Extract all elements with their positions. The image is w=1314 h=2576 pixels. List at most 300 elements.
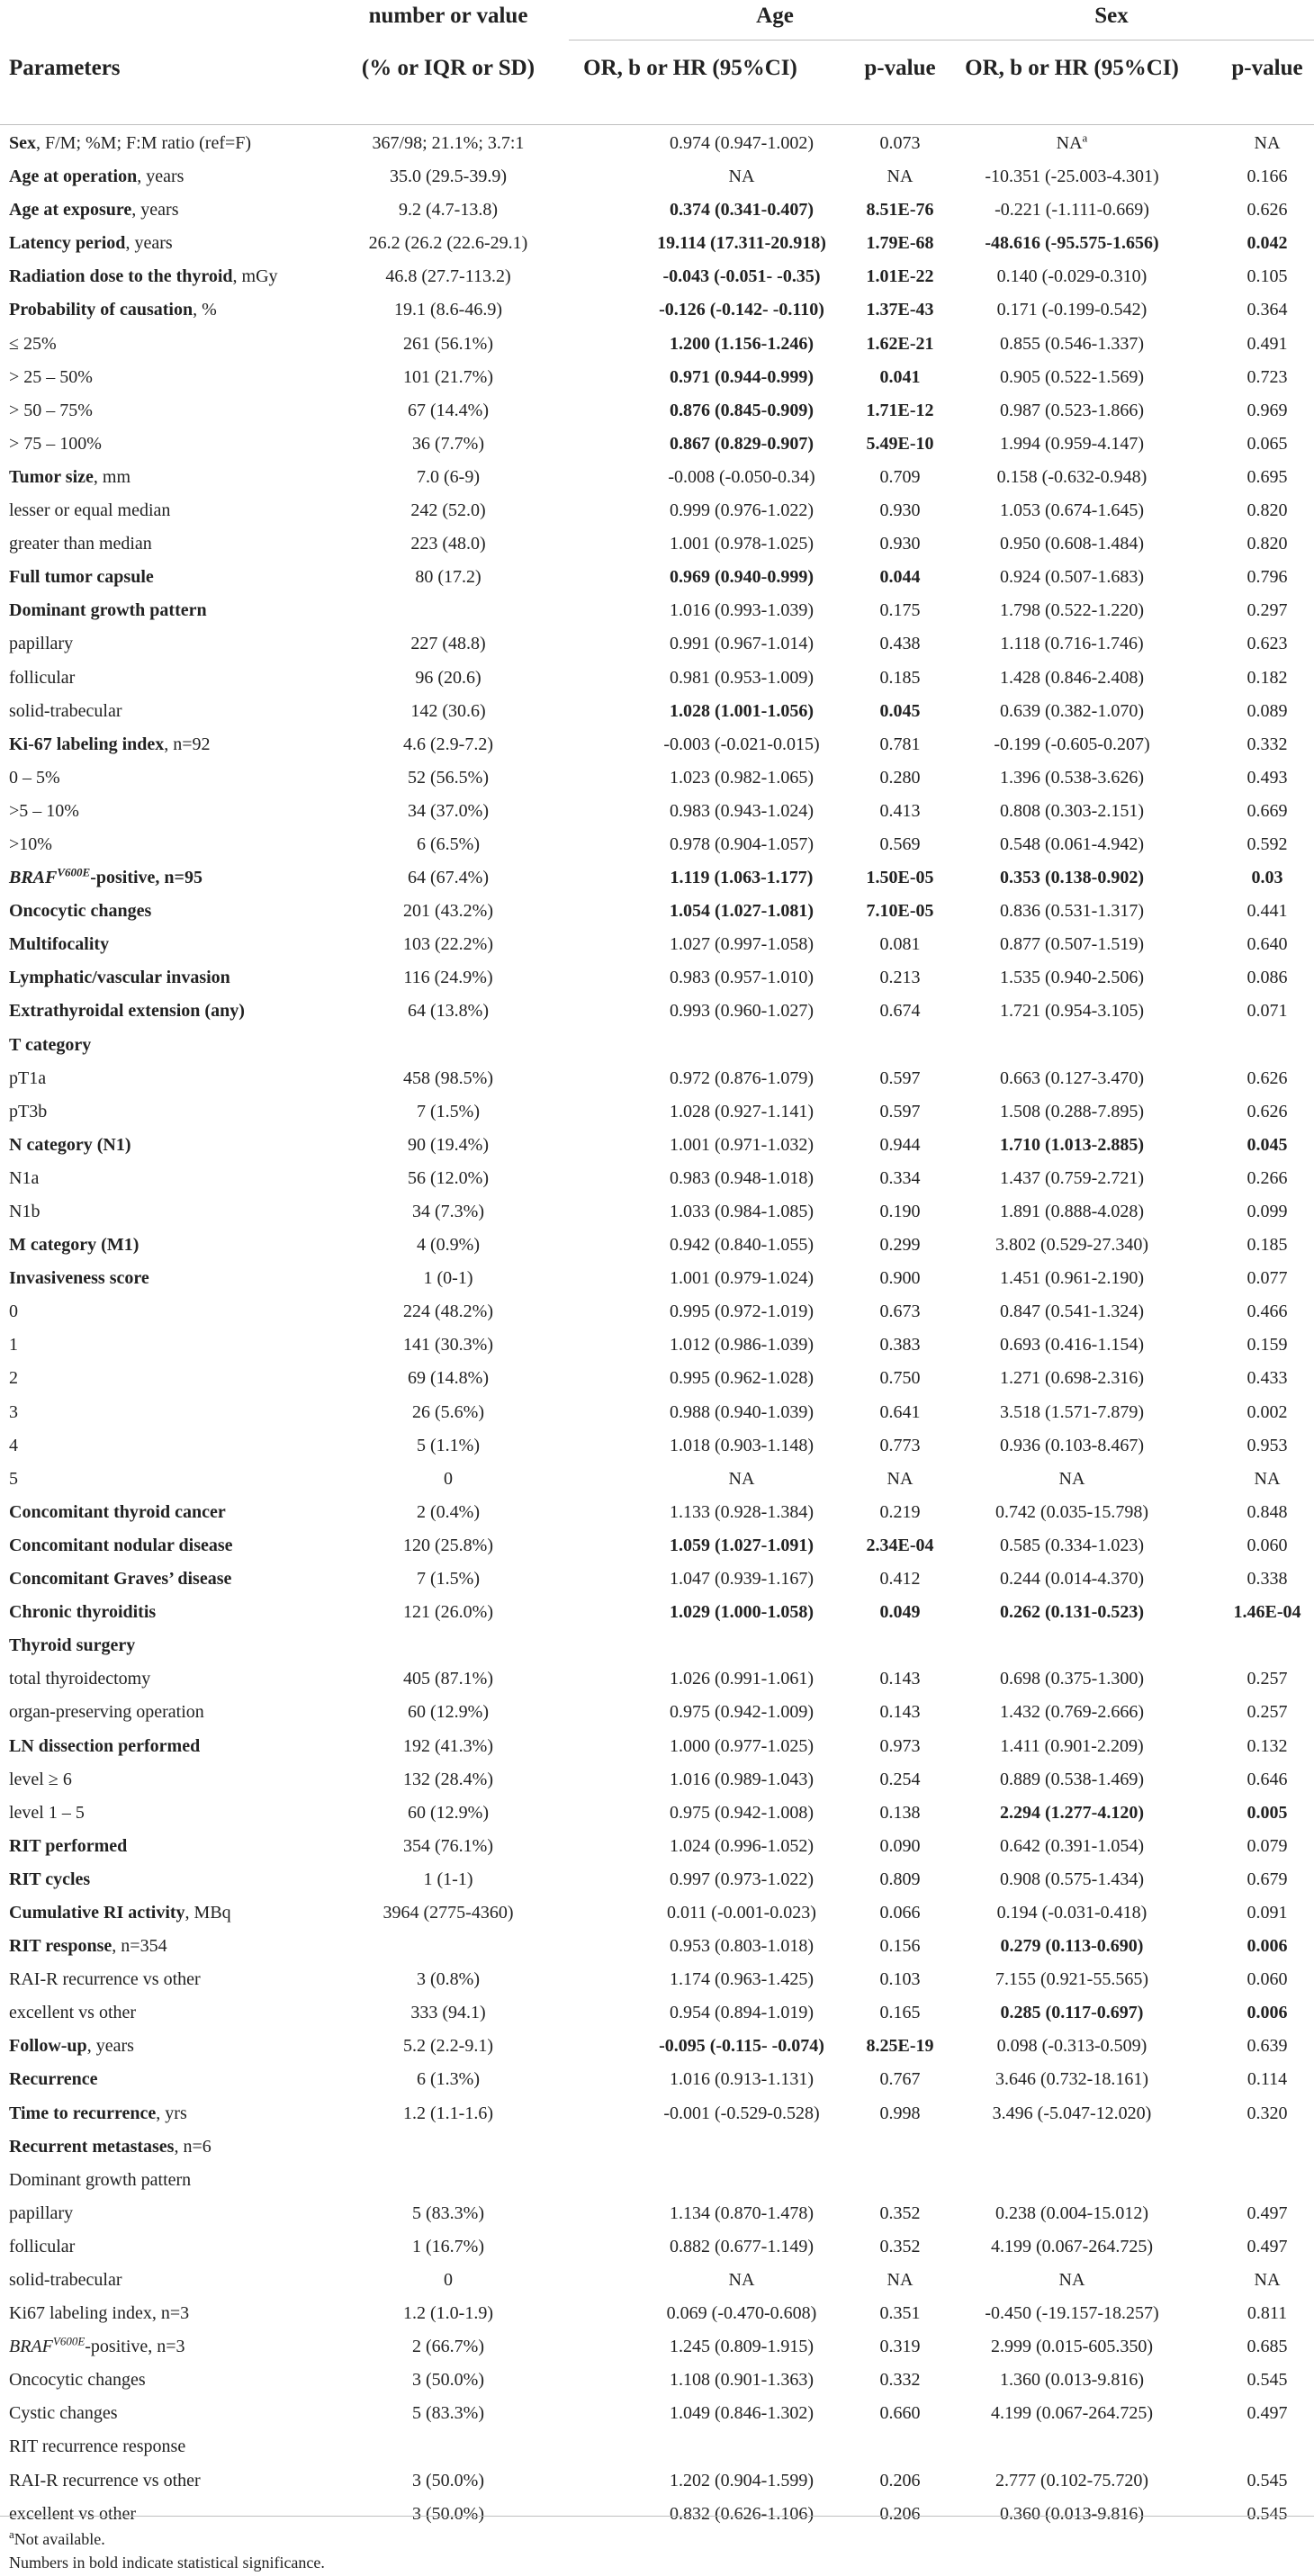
footnote-not-available [0,2527,1314,2551]
parameter-cell [9,567,154,587]
table-row [0,694,1314,727]
sex-or-cell [929,2036,1215,2056]
parameter-name: RAI-R recurrence vs other [9,1969,201,1990]
sex-pvalue-cell [1197,901,1314,921]
age-or-cell-text: -0.008 (-0.050-0.34) [668,466,815,487]
sex-pvalue-cell [1197,133,1314,153]
sex-or-cell-text: 0.855 (0.546-1.337) [1000,333,1144,354]
sex-pvalue-cell [1197,1736,1314,1756]
sex-or-cell-text: 0.877 (0.507-1.519) [1000,934,1144,955]
value-cell [333,2003,563,2022]
sex-pvalue-cell [1197,1068,1314,1088]
value-cell [333,668,563,688]
sex-pvalue-cell-text: 0.441 [1246,901,1288,922]
table-row [0,293,1314,326]
sex-pvalue-cell [1197,1869,1314,1889]
sex-pvalue-cell [1197,2370,1314,2390]
sex-pvalue-cell-text: 0.099 [1246,1202,1288,1221]
table-row [0,2229,1314,2263]
parameter-name: solid-trabecular [9,700,122,721]
parameter-name: Recurrence [9,2069,98,2090]
value-cell [333,401,563,420]
parameter-cell [9,934,109,954]
value-cell [333,834,563,854]
age-pvalue-cell-text: 0.438 [879,634,921,654]
header-age-group: Age [756,4,794,28]
value-cell [333,266,563,286]
sex-or-cell-text: 0.285 (0.117-0.697) [1000,2003,1144,2023]
value-cell-text: 367/98; 21.1%; 3.7:1 [372,133,525,153]
age-or-cell-text: -0.043 (-0.051- -0.35) [662,266,821,287]
parameter-cell [9,1335,18,1355]
sex-or-cell [929,2203,1215,2223]
parameter-cell [9,600,207,620]
age-or-cell-text: 0.011 (-0.001-0.023) [667,1902,816,1923]
sex-or-cell [929,701,1215,721]
age-or-cell-text: 1.047 (0.939-1.167) [670,1569,814,1590]
age-or-cell-text: 1.108 (0.901-1.363) [670,2370,814,2391]
age-pvalue-cell-text: 1.37E-43 [866,300,934,320]
parameter-cell [9,266,278,286]
sex-or-cell [929,2337,1215,2356]
sex-pvalue-cell-text: 0.060 [1246,1535,1288,1555]
value-cell-text: 1.2 (1.1-1.6) [403,2103,493,2123]
age-pvalue-cell-text: 7.10E-05 [866,901,934,922]
sex-or-cell [929,1936,1215,1956]
sex-pvalue-cell-text: 0.679 [1246,1869,1288,1889]
sex-or-cell-text: 3.802 (0.529-27.340) [995,1235,1148,1256]
value-cell [333,2203,563,2223]
age-or-cell-text: 0.983 (0.957-1.010) [670,968,814,988]
table-row [0,1528,1314,1562]
sex-or-cell [929,500,1215,520]
parameter-cell [9,1502,226,1522]
sex-pvalue-cell [1197,2069,1314,2089]
sex-or-cell [929,1368,1215,1388]
table-row [0,661,1314,694]
sex-pvalue-cell-text: 0.006 [1246,1936,1288,1957]
sex-or-cell [929,534,1215,554]
parameter-suffix: , years [125,233,173,254]
age-or-cell-text: 1.000 (0.977-1.025) [670,1735,814,1756]
sex-or-cell-text: 0.098 (-0.313-0.509) [996,2036,1148,2057]
parameter-cell [9,1969,201,1989]
sex-pvalue-cell [1197,1702,1314,1722]
table-row [0,1796,1314,1829]
sex-or-cell-text: 0.836 (0.531-1.317) [1000,901,1144,922]
sex-or-cell [929,1469,1215,1489]
sex-or-cell-text: 0.158 (-0.632-0.948) [996,466,1148,487]
parameter-cell [9,2137,212,2157]
table-row [0,1128,1314,1161]
sex-or-cell-text: NA [1058,2270,1085,2290]
sex-or-cell-text: 0.908 (0.575-1.434) [1000,1869,1144,1889]
parameter-cell [9,1102,47,1121]
value-cell [333,300,563,320]
parameter-name: Cystic changes [9,2403,118,2424]
parameter-cell [9,1635,135,1655]
parameter-cell [9,2436,185,2456]
age-or-cell-text: 1.001 (0.971-1.032) [670,1134,814,1155]
sex-or-cell-text: 0.548 (0.061-4.942) [1000,833,1144,854]
age-pvalue-cell-text: 0.049 [879,1602,921,1623]
value-cell [333,133,563,153]
table-row [0,2296,1314,2329]
sex-pvalue-cell [1197,300,1314,320]
table-row [0,1028,1314,1061]
sex-or-cell-text: 3.496 (-5.047-12.020) [992,2103,1152,2123]
table-row [0,794,1314,827]
sex-or-cell-text: 3.518 (1.571-7.879) [1000,1401,1144,1422]
value-cell [333,734,563,754]
sex-or-cell [929,868,1215,887]
age-or-cell-text: 1.133 (0.928-1.384) [670,1501,814,1522]
table-row [0,860,1314,894]
table-row [0,1294,1314,1328]
sex-or-cell-text: 0.950 (0.608-1.484) [1000,534,1144,554]
value-cell [333,1436,563,1455]
age-or-cell-text: 1.023 (0.982-1.065) [670,767,814,788]
parameter-name: pT1a [9,1067,47,1088]
parameter-cell [9,1302,18,1321]
sex-or-cell-text: 4.199 (0.067-264.725) [991,2403,1153,2424]
sex-or-cell [929,367,1215,387]
sex-group-rule [909,40,1314,41]
table-row [0,159,1314,193]
sex-or-cell [929,1102,1215,1121]
parameter-name: Recurrent metastases [9,2136,175,2157]
value-cell [333,1202,563,1221]
parameter-cell [9,1702,204,1722]
age-or-cell-text: 1.018 (0.903-1.148) [670,1435,814,1455]
value-cell-text: 36 (7.7%) [412,433,484,454]
sex-or-cell [929,668,1215,688]
sex-pvalue-cell-text: 0.005 [1246,1802,1288,1823]
table-row [0,2396,1314,2429]
sex-pvalue-cell-text: 0.640 [1246,934,1288,955]
parameter-cell [9,834,52,854]
parameter-suffix: -positive, n=95 [90,868,202,888]
parameter-cell [9,1235,139,1255]
parameter-suffix: , years [137,167,184,187]
sex-pvalue-cell [1197,2103,1314,2123]
age-pvalue-cell-text: 0.998 [879,2103,921,2123]
value-cell-text: 6 (1.3%) [417,2069,480,2090]
sex-or-cell-text: -0.221 (-1.111-0.669) [994,200,1149,221]
value-cell [333,1335,563,1355]
parameter-name: follicular [9,2236,76,2256]
parameter-cell [9,1736,200,1756]
table-row [0,894,1314,927]
sex-pvalue-cell [1197,1202,1314,1221]
sex-or-cell [929,2370,1215,2390]
table-row [0,994,1314,1027]
parameter-name: Age at operation [9,167,138,187]
parameter-suffix: , mm [93,466,131,487]
parameter-name: Time to recurrence [9,2103,157,2123]
parameter-cell [9,1903,231,1923]
parameter-cell [9,801,79,821]
sex-or-cell [929,1235,1215,1255]
value-cell-text: 52 (56.5%) [408,767,489,788]
parameter-name: Age at exposure [9,200,132,221]
sex-pvalue-cell-text: 0.320 [1246,2103,1288,2123]
sex-or-cell-text: 1.710 (1.013-2.885) [1000,1134,1144,1155]
value-cell-text: 121 (26.0%) [403,1602,493,1623]
age-or-cell-text: 1.245 (0.809-1.915) [670,2337,814,2357]
parameter-name: Latency period [9,233,126,254]
sex-pvalue-cell-text: 0.071 [1246,1001,1288,1022]
value-cell-text: 56 (12.0%) [408,1167,489,1188]
table-row [0,960,1314,994]
age-or-cell-text: 1.001 (0.979-1.024) [670,1268,814,1289]
sex-or-cell [929,200,1215,220]
age-pvalue-cell-text: 0.930 [879,500,921,521]
sex-pvalue-cell-text: 0.592 [1246,833,1288,854]
sex-pvalue-cell [1197,968,1314,987]
parameter-suffix: , yrs [156,2103,187,2123]
parameter-name: Sex [9,133,36,153]
sex-or-cell [929,1168,1215,1188]
sex-or-cell [929,2471,1215,2490]
age-or-cell-text: 1.054 (1.027-1.081) [670,901,814,922]
header-number-line1: number or value [368,4,528,28]
value-cell [333,2303,563,2323]
age-pvalue-cell-text: 0.299 [879,1235,921,1256]
parameter-name: 5 [9,1468,18,1489]
value-cell [333,1001,563,1021]
parameter-cell [9,2403,118,2423]
parameter-name: pT3b [9,1101,48,1121]
sex-pvalue-cell-text: 0.669 [1246,800,1288,821]
sex-or-cell [929,401,1215,420]
age-or-cell-text: -0.001 (-0.529-0.528) [663,2103,820,2123]
table-row [0,226,1314,259]
sex-pvalue-cell-text: 0.159 [1246,1335,1288,1356]
table-body [0,126,1314,2530]
age-pvalue-cell-text: 0.809 [879,1869,921,1889]
table-row [0,1361,1314,1394]
table-row [0,1995,1314,2029]
age-or-cell-text: 0.975 (0.942-1.008) [670,1802,814,1823]
table-header [0,0,1314,125]
sex-or-cell [929,300,1215,320]
age-or-cell-text: 1.028 (1.001-1.056) [670,700,814,721]
value-cell [333,1969,563,1989]
table-row [0,360,1314,393]
parameter-cell [9,1368,18,1388]
age-or-cell-text: 1.202 (0.904-1.599) [670,2470,814,2490]
sex-pvalue-cell-text: NA [1254,2270,1281,2290]
value-cell [333,1402,563,1422]
value-cell [333,233,563,253]
sex-or-cell-text: 1.411 (0.901-2.209) [1000,1735,1144,1756]
parameter-name: 3 [9,1401,18,1422]
sex-or-cell-text: 0.936 (0.103-8.467) [1000,1435,1144,1455]
table-row [0,1695,1314,1728]
age-pvalue-cell-text: 1.79E-68 [866,233,934,254]
age-or-cell-text: 1.016 (0.989-1.043) [670,1769,814,1789]
age-pvalue-cell-text: 0.044 [879,567,921,588]
age-or-cell-text: 1.059 (1.027-1.091) [670,1535,814,1555]
sex-pvalue-cell-text: 0.497 [1246,2403,1288,2424]
age-pvalue-cell-text: 0.073 [879,133,921,153]
sex-pvalue-cell [1197,167,1314,186]
parameter-suffix: , n=354 [112,1936,167,1957]
parameter-name: Extrathyroidal extension (any) [9,1001,245,1022]
sex-or-cell [929,467,1215,487]
age-or-cell-text: 1.012 (0.986-1.039) [670,1335,814,1356]
sex-or-cell-text: 0.279 (0.113-0.690) [1000,1936,1144,1957]
age-pvalue-cell-text: 0.641 [879,1401,921,1422]
age-pvalue-cell-text: 0.334 [879,1167,921,1188]
table-row [0,761,1314,794]
age-or-cell-text: 1.029 (1.000-1.058) [670,1602,814,1623]
value-cell [333,1869,563,1889]
sex-pvalue-cell [1197,1135,1314,1155]
value-cell [333,2337,563,2356]
sex-or-cell [929,1502,1215,1522]
value-cell-text: 333 (94.1) [410,2003,486,2023]
parameter-name: Radiation dose to the thyroid [9,266,233,287]
parameter-superscript: V600E [52,2334,86,2348]
parameter-name: Ki67 labeling index, n=3 [9,2303,190,2324]
age-or-cell-text: 0.995 (0.972-1.019) [670,1302,814,1322]
age-or-cell-text: 1.174 (0.963-1.425) [670,1969,814,1990]
table-row [0,927,1314,960]
parameter-name: > 50 – 75% [9,400,93,420]
sex-pvalue-cell [1197,801,1314,821]
value-cell [333,901,563,921]
sex-pvalue-cell [1197,1669,1314,1689]
age-pvalue-cell-text: 0.219 [879,1501,921,1522]
sex-or-cell-text: 0.905 (0.522-1.569) [1000,366,1144,387]
header-number-line2: (% or IQR or SD) [361,56,536,80]
age-or-cell-text: 1.119 (1.063-1.177) [670,868,814,888]
sex-pvalue-cell [1197,233,1314,253]
sex-or-cell [929,1202,1215,1221]
sex-pvalue-cell [1197,2237,1314,2256]
sex-pvalue-cell-text: 0.166 [1246,167,1288,187]
sex-pvalue-cell [1197,1469,1314,1489]
age-pvalue-cell-text: 0.332 [879,2370,921,2391]
table-row [0,460,1314,493]
sex-pvalue-cell [1197,2337,1314,2356]
parameter-superscript: V600E [57,865,91,879]
age-pvalue-cell-text: 0.041 [879,366,921,387]
value-cell-text: 80 (17.2) [415,567,482,588]
sex-or-cell [929,834,1215,854]
age-or-cell-text: 1.049 (0.846-1.302) [670,2403,814,2424]
value-cell-text: 7 (1.5%) [417,1101,480,1121]
parameter-cell [9,401,93,420]
value-cell [333,1135,563,1155]
parameter-name: total thyroidectomy [9,1669,151,1689]
sex-pvalue-cell-text: 0.045 [1246,1134,1288,1155]
age-pvalue-cell-text: 0.143 [879,1702,921,1723]
age-or-cell-text: 0.867 (0.829-0.907) [670,433,814,454]
parameter-cell [9,1469,18,1489]
age-pvalue-cell-text: 0.206 [879,2503,921,2524]
sex-pvalue-cell-text: 0.433 [1246,1368,1288,1389]
value-cell-text: 103 (22.2%) [403,934,493,955]
sex-or-cell [929,1669,1215,1689]
age-pvalue-cell-text: 0.280 [879,767,921,788]
sex-or-cell [929,1736,1215,1756]
parameter-name: Cumulative RI activity [9,1902,185,1923]
parameter-cell [9,1936,167,1956]
parameter-name: Ki-67 labeling index [9,734,165,754]
age-pvalue-cell-text: 2.34E-04 [866,1535,934,1555]
sex-pvalue-cell [1197,701,1314,721]
sex-or-cell-text: 1.432 (0.769-2.666) [1000,1702,1144,1723]
age-pvalue-cell-text: 0.709 [879,466,921,487]
parameter-cell [9,968,230,987]
parameter-cell [9,1803,85,1823]
sex-or-cell [929,1569,1215,1589]
sex-pvalue-cell-text: 0.545 [1246,2370,1288,2391]
parameter-suffix: , years [131,200,179,221]
age-or-cell-text: 0.995 (0.962-1.028) [670,1368,814,1389]
sex-pvalue-cell [1197,434,1314,454]
value-cell-text: 26.2 (26.2 (22.6-29.1) [368,233,528,254]
parameter-cell [9,334,57,354]
value-cell-text: 132 (28.4%) [403,1769,493,1789]
value-cell [333,2069,563,2089]
parameter-name: >10% [9,833,52,854]
value-cell-text: 120 (25.8%) [403,1535,493,1555]
age-or-cell-text: 1.033 (0.984-1.085) [670,1202,814,1221]
value-cell [333,534,563,554]
parameter-cell [9,1536,233,1555]
sex-or-cell [929,1702,1215,1722]
value-cell-text: 69 (14.8%) [408,1368,489,1389]
parameter-cell [9,1268,149,1288]
table-row [0,1495,1314,1528]
value-cell-text: 2 (0.4%) [417,1501,480,1522]
age-or-cell-text: 0.954 (0.894-1.019) [670,2003,814,2023]
sex-or-cell-text: 1.428 (0.846-2.408) [1000,667,1144,688]
parameter-name: N1a [9,1167,40,1188]
age-pvalue-cell-text: 0.383 [879,1335,921,1356]
sex-or-cell [929,768,1215,788]
age-or-cell-text: 0.972 (0.876-1.079) [670,1067,814,1088]
age-or-cell-text: 1.016 (0.993-1.039) [670,600,814,621]
parameter-name: ≤ 25% [9,333,57,354]
parameter-name: Chronic thyroiditis [9,1602,157,1623]
value-cell-text: 0 [444,2270,453,2290]
sex-pvalue-cell [1197,2036,1314,2056]
value-cell [333,1602,563,1622]
sex-pvalue-cell [1197,1836,1314,1856]
value-cell-text: 0 [444,1468,453,1489]
sex-pvalue-cell [1197,1368,1314,1388]
sex-pvalue-cell [1197,634,1314,653]
value-cell [333,634,563,653]
sex-or-cell-text: 1.396 (0.538-3.626) [1000,767,1144,788]
parameter-name: T category [9,1034,92,1055]
sex-or-cell [929,2270,1215,2290]
sex-pvalue-cell [1197,1903,1314,1923]
parameter-cell [9,1202,40,1221]
table-row [0,126,1314,159]
age-or-cell-text: 0.971 (0.944-0.999) [670,366,814,387]
value-cell-text: 1 (0-1) [423,1268,473,1289]
sex-pvalue-cell-text: 0.626 [1246,1101,1288,1121]
age-pvalue-cell-text: NA [886,2270,914,2290]
sex-pvalue-cell [1197,1102,1314,1121]
parameter-name: papillary [9,634,74,654]
